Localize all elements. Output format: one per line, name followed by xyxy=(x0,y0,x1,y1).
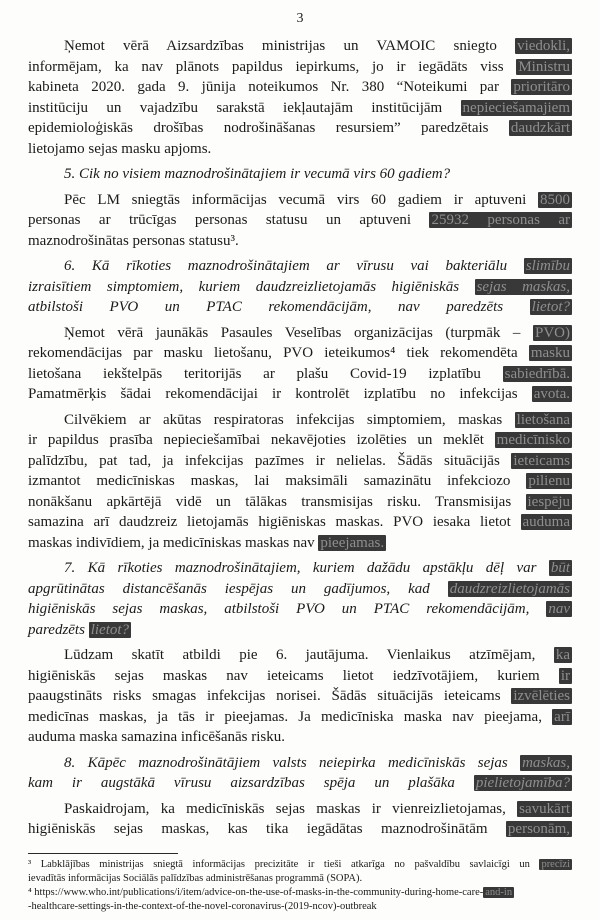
text-line xyxy=(28,164,572,185)
redaction-highlight: 25932 personas ar xyxy=(431,212,570,228)
body-paragraph xyxy=(28,799,572,840)
text-segment: Pēc LM sniegtās informācijas vecumā virs 60 gadiem ir aptuveni xyxy=(64,191,538,208)
text-line xyxy=(28,190,572,211)
text-segment: nonākšanu apkārtējā vidē un tālākas transmisijas risku. Transmisijas xyxy=(28,493,526,510)
text-segment: kabineta 2020. gada 9. jūnija noteikumos Nr. 380 “Noteikumi par xyxy=(28,79,512,95)
text-segment: 8. Kāpēc maznodrošinātājiem valsts neiepirka medicīniskās sejas xyxy=(64,754,521,771)
text-line xyxy=(28,886,572,900)
redaction-highlight: sejas maskas, xyxy=(476,278,570,295)
text-line xyxy=(28,277,572,298)
redaction-highlight: Ministru xyxy=(518,58,570,75)
text-segment: paaugstināts risks smagas infekcijas norisei. Šādās situācijās ieteicams xyxy=(28,688,512,704)
body-paragraph xyxy=(28,323,572,405)
redaction-highlight: daudzreizlietojamās xyxy=(449,580,570,597)
body-paragraph xyxy=(28,36,572,159)
text-segment: Ņemot vērā Aizsardzības ministrijas un VAMOIC sniegto xyxy=(64,38,516,54)
text-segment: 5. Cik no visiem maznodrošinātajiem ir vecumā virs 60 gadiem? xyxy=(64,166,451,182)
text-segment: ievadītās informācijas Sociālās palīdzības administrēšanas programmā (SOPA). xyxy=(28,872,363,884)
text-segment: -healthcare-settings-in-the-context-of-the-novel-coronavirus-(2019-ncov)-outbreak xyxy=(28,900,377,912)
text-segment: maskas indivīdiem, ja medicīniskas maskas nav xyxy=(28,534,319,551)
text-line xyxy=(28,858,572,872)
redaction-highlight: slimību xyxy=(525,258,570,274)
text-line xyxy=(28,900,572,914)
redaction-highlight: 8500 xyxy=(540,191,570,208)
text-line xyxy=(28,323,572,344)
text-line xyxy=(28,98,572,119)
footnote xyxy=(28,858,572,885)
text-segment: kam ir augstākā vīrusu aizsardzības spēja un plašāka xyxy=(28,775,474,791)
redaction-highlight: nav xyxy=(548,601,570,617)
page-number: 3 xyxy=(296,11,304,26)
text-line xyxy=(28,666,572,687)
text-line xyxy=(28,707,572,728)
redaction-highlight: lietot? xyxy=(90,621,130,638)
text-segment: Paskaidrojam, ka medicīniskās sejas maskas ir vienreizlietojamas, xyxy=(64,800,518,817)
redaction-highlight: masku xyxy=(530,345,570,361)
text-segment: Lūdzam skatīt atbildi pie 6. jautājuma. Vienlaikus atzīmējam, xyxy=(64,647,554,663)
redaction-highlight: auduma xyxy=(522,514,570,530)
redaction-highlight: prioritāro xyxy=(513,79,570,95)
text-segment: samazina arī daudzreiz lietojamās higiēniskas maskas. PVO iesaka lietot xyxy=(28,514,521,530)
text-line xyxy=(28,384,572,405)
text-segment: rekomendācijas par masku lietošanu, PVO ieteikumos⁴ tiek rekomendēta xyxy=(28,345,529,361)
footnote-separator xyxy=(28,853,178,854)
text-segment: izmantot medicīniskas maskas, lai maksimāli samazinātu infekciozo xyxy=(28,473,527,489)
text-segment: higiēniskās sejas maskas, kas tika iegādātas maznodrošinātām xyxy=(28,821,506,837)
redaction-highlight: viedokli, xyxy=(517,38,570,54)
footnote xyxy=(28,886,572,913)
text-line xyxy=(28,256,572,277)
redaction-highlight: and-in xyxy=(485,887,513,898)
redaction-highlight: izvēlēties xyxy=(513,688,570,704)
text-line xyxy=(28,451,572,472)
question-paragraph xyxy=(28,753,572,794)
text-line xyxy=(28,645,572,666)
text-line xyxy=(28,231,572,252)
text-line xyxy=(28,36,572,57)
text-line xyxy=(28,430,572,451)
text-line xyxy=(28,773,572,794)
question-paragraph xyxy=(28,256,572,318)
text-line xyxy=(28,512,572,533)
redaction-highlight: maskas, xyxy=(522,754,570,771)
text-segment: izraisītiem simptomiem, kuriem daudzreizlietojamās higiēniskās xyxy=(28,278,475,295)
body-paragraph xyxy=(28,410,572,554)
text-segment: 6. Kā rīkoties maznodrošinātajiem ar vīrusu vai bakteriālu xyxy=(64,258,524,274)
redaction-highlight: pilienu xyxy=(528,473,570,489)
body-paragraph xyxy=(28,190,572,252)
body-paragraph xyxy=(28,645,572,748)
redaction-highlight: iespēju xyxy=(527,493,570,510)
text-segment: institūciju un vajadzību sarakstā iekļautajām institūcijām xyxy=(28,99,461,116)
redaction-highlight: nepieciešamajiem xyxy=(462,99,570,116)
redaction-highlight: sabiedrībā. xyxy=(504,365,570,382)
redaction-highlight: ieteicams xyxy=(513,452,570,469)
text-line xyxy=(28,210,572,231)
redaction-highlight: precīzi xyxy=(541,859,570,870)
text-segment: apgrūtinātas distancēšanās iespējas un gadījumos, kad xyxy=(28,580,448,597)
redaction-highlight: PVO) xyxy=(534,324,570,341)
text-segment: palīdzību, pat tad, ja infekcijas pazīmes ir nelielas. Šādās situācijās xyxy=(28,452,512,469)
redaction-highlight: būt xyxy=(550,560,570,576)
text-segment: ³ Labklājības ministrijas sniegtā informācijas precizitāte ir tieši atkarīga no pašvaldību savlaicīgi un xyxy=(28,859,540,870)
redaction-highlight: personām, xyxy=(507,821,570,837)
text-line xyxy=(28,819,572,840)
text-line xyxy=(28,297,572,318)
text-segment: maznodrošinātas personas statusu³. xyxy=(28,232,239,249)
text-line xyxy=(28,620,572,641)
text-line xyxy=(28,872,572,886)
footnotes xyxy=(28,853,572,914)
redaction-highlight: pieejamas. xyxy=(320,534,385,551)
text-segment: higiēniskās sejas maskas nav ieteicams lietot iedzīvotājiem, kuriem xyxy=(28,667,559,684)
redaction-highlight: avota. xyxy=(533,386,570,402)
text-line xyxy=(28,77,572,98)
text-segment: atbilstoši PVO un PTAC rekomendācijām, nav paredzēts xyxy=(28,299,530,315)
redaction-highlight: arī xyxy=(554,708,570,725)
text-segment: lietojamo sejas masku apjoms. xyxy=(28,140,212,157)
text-segment: Cilvēkiem ar akūtas respiratoras infekcijas simptomiem, maskas xyxy=(64,411,515,428)
text-segment: ir papildus prasība nepieciešamībai nekavējoties izolēties un meklēt xyxy=(28,432,495,448)
question-paragraph xyxy=(28,164,572,185)
text-segment: paredzēts xyxy=(28,621,89,638)
text-line xyxy=(28,57,572,78)
text-segment: medicīnas maskas, ja tās ir pieejamas. Ja medicīniska maska nav pieejama, xyxy=(28,708,553,725)
redaction-highlight: pielietojamība? xyxy=(475,775,570,791)
text-line xyxy=(28,471,572,492)
text-segment: 7. Kā rīkoties maznodrošinātajiem, kuriem dažādu apstākļu dēļ var xyxy=(64,560,549,576)
text-line xyxy=(28,139,572,160)
text-segment: informējam, ka nav plānots papildus iepirkums, jo ir iegādāts viss xyxy=(28,58,517,75)
text-segment: higiēniskās sejas maskas, atbilstoši PVO un PTAC rekomendācijām, xyxy=(28,601,547,617)
text-segment: epidemioloģiskās drošības nodrošināšanas resursiem” paredzētais xyxy=(28,120,509,136)
text-line xyxy=(28,727,572,748)
text-segment: Ņemot vērā jaunākās Pasaules Veselības organizācijas (turpmāk – xyxy=(64,324,533,341)
body-text xyxy=(28,36,572,840)
redaction-highlight: ir xyxy=(560,667,570,684)
text-segment: Pamatmērķis šādai rekomendācijai ir kontrolēt izplatību no infekcijas xyxy=(28,386,532,402)
redaction-highlight: ka xyxy=(555,647,570,663)
redaction-highlight: savukārt xyxy=(519,800,570,817)
text-line xyxy=(28,753,572,774)
redaction-highlight: lietošana xyxy=(516,411,570,428)
text-segment: personas ar trūcīgas personas statusu un aptuveni xyxy=(28,212,430,228)
redaction-highlight: lietot? xyxy=(531,299,570,315)
text-line xyxy=(28,558,572,579)
text-line xyxy=(28,599,572,620)
text-line xyxy=(28,118,572,139)
footnote-list xyxy=(28,858,572,913)
text-segment: auduma maska samazina inficēšanās risku. xyxy=(28,729,285,745)
redaction-highlight: daudzkārt xyxy=(510,120,570,136)
question-paragraph xyxy=(28,558,572,640)
redaction-highlight: medicīnisko xyxy=(496,432,570,448)
text-line xyxy=(28,533,572,554)
text-line xyxy=(28,799,572,820)
text-line xyxy=(28,579,572,600)
text-segment: ⁴ https://www.who.int/publications/i/item/advice-on-the-use-of-masks-in-the-community-during-home-care- xyxy=(28,887,484,898)
text-line xyxy=(28,364,572,385)
text-segment: lietošana iekštelpās teritorijās ar plašu Covid-19 izplatību xyxy=(28,365,503,382)
text-line xyxy=(28,410,572,431)
text-line xyxy=(28,686,572,707)
text-line xyxy=(28,343,572,364)
text-line xyxy=(28,492,572,513)
